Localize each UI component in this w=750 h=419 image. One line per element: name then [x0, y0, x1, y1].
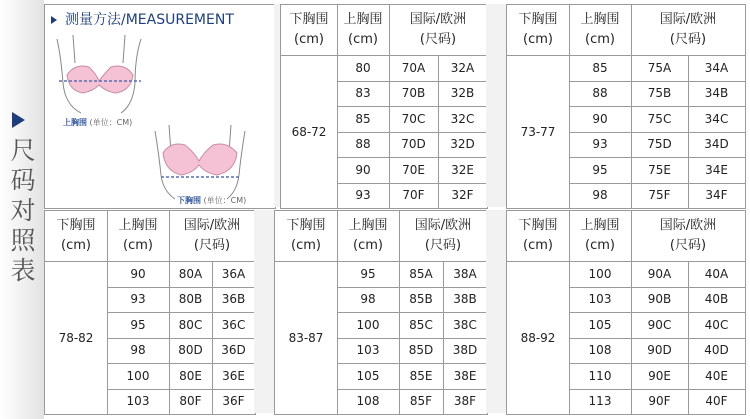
size-table [274, 210, 488, 415]
intl-size: 75D [647, 137, 672, 152]
grid-line [337, 132, 487, 133]
header-size: (尺码) [424, 238, 462, 253]
grid-line [337, 338, 487, 339]
intl-size: 70C [401, 111, 426, 126]
intl-size: 70B [401, 86, 426, 101]
euro-size: 40E [705, 368, 728, 383]
under-bust-tag-label: 下胸围 [177, 196, 201, 205]
header-under-bust: 下胸围 [286, 218, 326, 233]
intl-size: 85D [408, 343, 434, 358]
euro-size: 34A [704, 60, 729, 75]
header-size: (尺码) [669, 238, 707, 253]
upper-bust-value: 83 [355, 86, 371, 101]
euro-size: 40D [704, 343, 729, 358]
bust-illustration [45, 5, 275, 208]
upper-bust-tag-label: 上胸围 [63, 118, 87, 127]
header-unit: (cm) [353, 238, 383, 253]
upper-bust-value: 113 [588, 394, 612, 409]
euro-size: 38C [453, 317, 477, 332]
header-unit: (cm) [123, 238, 153, 253]
euro-size: 40C [704, 317, 729, 332]
upper-bust-value: 103 [126, 394, 150, 409]
header-unit: (cm) [523, 238, 553, 253]
upper-bust-value: 98 [130, 343, 146, 358]
euro-size: 32F [451, 188, 474, 203]
euro-size: 32B [450, 86, 475, 101]
under-bust-range: 73-77 [520, 124, 556, 139]
intl-size: 75B [647, 86, 672, 101]
euro-size: 40A [704, 266, 729, 281]
intl-size: 90B [647, 292, 672, 307]
header-unit: (cm) [585, 32, 615, 47]
upper-bust-value: 93 [130, 292, 146, 307]
title-char: 照 [10, 226, 36, 255]
size-table [506, 210, 746, 415]
grid-line [45, 261, 255, 262]
upper-bust-value: 105 [356, 368, 380, 383]
panel-gap [254, 210, 274, 413]
grid-line [569, 338, 745, 339]
upper-bust-value: 93 [355, 188, 371, 203]
intl-size: 70D [401, 137, 426, 152]
intl-size: 90E [648, 368, 671, 383]
grid-line [569, 363, 745, 364]
panel-gap [486, 210, 506, 413]
grid-line [337, 183, 487, 184]
measurement-panel [44, 4, 276, 209]
euro-size: 40F [705, 394, 728, 409]
euro-size: 34D [704, 137, 729, 152]
grid-line [337, 312, 487, 313]
header-intl-size: 国际/欧洲 [659, 12, 717, 27]
header-upper-bust: 上胸围 [580, 12, 620, 27]
intl-size: 70A [401, 60, 426, 75]
grid-line [275, 261, 487, 262]
upper-bust-value: 90 [592, 111, 608, 126]
header-under-bust: 下胸围 [518, 218, 558, 233]
header-under-bust: 下胸围 [289, 12, 329, 27]
header-under-bust: 下胸围 [518, 12, 558, 27]
header-upper-bust: 上胸围 [118, 218, 158, 233]
title-char: 对 [10, 196, 36, 225]
euro-size: 38B [453, 292, 477, 307]
euro-size: 34C [704, 111, 729, 126]
intl-size: 85F [409, 394, 433, 409]
grid-line [107, 338, 255, 339]
grid-line [569, 132, 745, 133]
header-under-bust: 下胸围 [56, 218, 96, 233]
upper-bust-value: 95 [130, 317, 146, 332]
play-arrow-icon [12, 112, 25, 128]
euro-size: 36E [222, 368, 245, 383]
grid-line [337, 363, 487, 364]
header-unit: (cm) [294, 32, 324, 47]
upper-bust-value: 105 [588, 317, 612, 332]
intl-size: 80D [178, 343, 203, 358]
intl-size: 70F [402, 188, 425, 203]
euro-size: 32E [451, 162, 474, 177]
upper-bust-value: 95 [592, 162, 608, 177]
intl-size: 80B [178, 292, 203, 307]
grid-line [337, 81, 487, 82]
intl-size: 70E [402, 162, 425, 177]
euro-size: 38D [452, 343, 478, 358]
header-intl-size: 国际/欧洲 [183, 218, 241, 233]
header-unit: (cm) [523, 32, 553, 47]
header-upper-bust: 上胸围 [580, 218, 620, 233]
upper-bust-value: 103 [356, 343, 380, 358]
upper-bust-value: 108 [588, 343, 612, 358]
upper-bust-tag-unit: (单位：CM) [89, 118, 133, 127]
upper-bust-value: 95 [360, 266, 376, 281]
euro-size: 38E [453, 368, 477, 383]
panel-gap [274, 4, 280, 207]
upper-bust-value: 88 [592, 86, 608, 101]
upper-bust-value: 88 [355, 137, 371, 152]
grid-line [569, 157, 745, 158]
upper-bust-value: 100 [588, 266, 612, 281]
size-table [506, 4, 746, 209]
euro-size: 34F [705, 188, 728, 203]
euro-size: 36F [222, 394, 245, 409]
upper-bust-value: 103 [588, 292, 612, 307]
euro-size: 36C [221, 317, 246, 332]
grid-line [107, 363, 255, 364]
under-bust-tag-unit: (单位：CM) [203, 196, 247, 205]
grid-line [281, 55, 487, 56]
grid-line [107, 389, 255, 390]
header-intl-size: 国际/欧洲 [659, 218, 717, 233]
upper-bust-value: 100 [126, 368, 150, 383]
euro-size: 36A [221, 266, 246, 281]
upper-bust-value: 90 [130, 266, 146, 281]
grid-line [507, 261, 745, 262]
panel-gap [486, 4, 506, 207]
header-unit: (cm) [348, 32, 378, 47]
grid-line [107, 287, 255, 288]
intl-size: 90A [647, 266, 672, 281]
intl-size: 80A [178, 266, 203, 281]
under-bust-tag [177, 195, 246, 206]
grid-line [569, 312, 745, 313]
euro-size: 32A [450, 60, 475, 75]
header-size: (尺码) [193, 238, 231, 253]
intl-size: 90C [647, 317, 672, 332]
intl-size: 80E [179, 368, 202, 383]
grid-line [569, 183, 745, 184]
under-bust-range: 83-87 [288, 330, 324, 345]
header-intl-size: 国际/欧洲 [409, 12, 467, 27]
intl-size: 90D [647, 343, 672, 358]
intl-size: 85B [409, 292, 433, 307]
measurement-title-text: 测量方法/MEASUREMENT [65, 12, 234, 28]
intl-size: 75A [647, 60, 672, 75]
intl-size: 80C [178, 317, 203, 332]
upper-bust-tag [63, 117, 132, 128]
intl-size: 80F [179, 394, 202, 409]
grid-line [569, 81, 745, 82]
grid-line [337, 287, 487, 288]
under-bust-range: 68-72 [291, 124, 327, 139]
upper-bust-value: 100 [356, 317, 380, 332]
intl-size: 75E [648, 162, 671, 177]
upper-bust-value: 85 [355, 111, 371, 126]
header-unit: (cm) [61, 238, 91, 253]
header-upper-bust: 上胸围 [348, 218, 388, 233]
upper-bust-value: 93 [592, 137, 608, 152]
euro-size: 34B [704, 86, 729, 101]
under-bust-range: 78-82 [58, 330, 94, 345]
upper-bra [67, 66, 133, 93]
grid-line [337, 106, 487, 107]
grid-line [569, 287, 745, 288]
euro-size: 36D [221, 343, 246, 358]
euro-size: 38F [453, 394, 477, 409]
euro-size: 38A [453, 266, 477, 281]
intl-size: 75C [647, 111, 672, 126]
intl-size: 85C [409, 317, 433, 332]
grid-line [337, 389, 487, 390]
under-bust-range: 88-92 [520, 330, 556, 345]
intl-size: 85E [409, 368, 433, 383]
upper-bust-value: 98 [592, 188, 608, 203]
title-char: 码 [10, 166, 36, 195]
upper-bust-value: 85 [592, 60, 608, 75]
grid-line [507, 55, 745, 56]
header-intl-size: 国际/欧洲 [414, 218, 472, 233]
header-size: (尺码) [419, 32, 457, 47]
title-char: 表 [10, 256, 36, 285]
header-unit: (cm) [585, 238, 615, 253]
euro-size: 36B [221, 292, 246, 307]
upper-bust-value: 80 [355, 60, 371, 75]
grid-line [107, 312, 255, 313]
upper-bust-value: 108 [356, 394, 380, 409]
euro-size: 34E [705, 162, 728, 177]
grid-line [569, 106, 745, 107]
grid-line [337, 157, 487, 158]
intl-size: 75F [648, 188, 671, 203]
header-unit: (cm) [291, 238, 321, 253]
upper-bust-value: 110 [588, 368, 612, 383]
upper-bust-value: 90 [355, 162, 371, 177]
size-chart-sheet [44, 4, 744, 413]
grid-line [569, 389, 745, 390]
header-size: (尺码) [669, 32, 707, 47]
euro-size: 32D [450, 137, 475, 152]
upper-bust-value: 98 [360, 292, 376, 307]
intl-size: 85A [409, 266, 433, 281]
lower-bra [163, 144, 237, 175]
size-table [44, 210, 256, 415]
sidebar [0, 0, 44, 419]
size-table [280, 4, 488, 209]
euro-size: 40B [704, 292, 729, 307]
title-char: 尺 [10, 136, 36, 165]
size-chart-vertical-title [8, 136, 38, 286]
header-upper-bust: 上胸围 [343, 12, 383, 27]
intl-size: 90F [648, 394, 671, 409]
euro-size: 32C [450, 111, 475, 126]
